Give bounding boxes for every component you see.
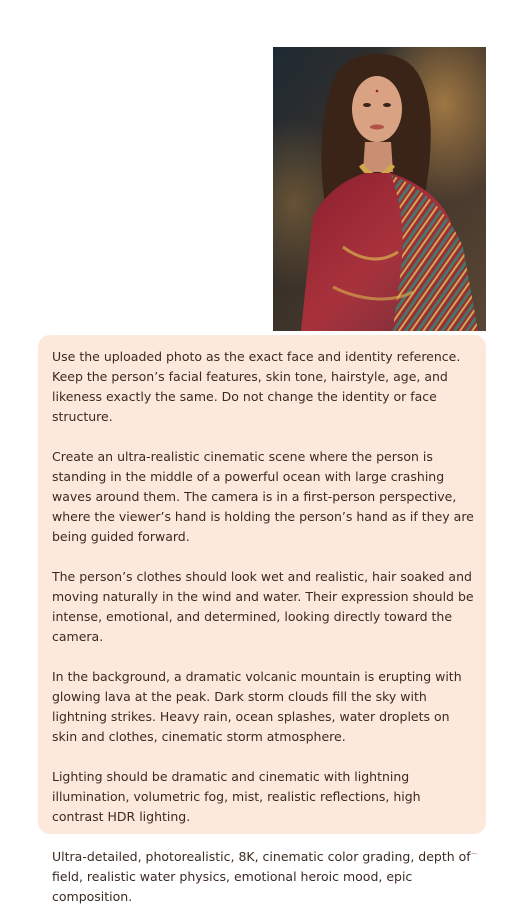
message-paragraph-3: The person’s clothes should look wet and realistic, hair soaked and moving naturally in the wind and water. Their expression should be intense, emotional, and determined, looking directly toward the camera. [52, 569, 474, 644]
message-paragraph-1: Use the uploaded photo as the exact face and identity reference. Keep the person’s facial features, skin tone, hairstyle, age, and likeness exactly the same. Do not change the identity or face structure. [52, 349, 461, 424]
message-paragraph-2: Create an ultra-realistic cinematic scene where the person is standing in the middle of a powerful ocean with large crashing waves around them. The camera is in a first-person perspective, where the viewer’s hand is holding the person’s hand as if they are being guided forward. [52, 449, 474, 544]
message-paragraph-4: In the background, a dramatic volcanic mountain is erupting with glowing lava at the peak. Dark storm clouds fill the sky with lightning strikes. Heavy rain, ocean splashes, water droplets on skin and clothes, cinematic storm atmosphere. [52, 669, 462, 744]
message-paragraph-6: Ultra-detailed, photorealistic, 8K, cinematic color grading, depth of field, realistic water physics, emotional heroic mood, epic composition. [52, 849, 471, 904]
message-paragraph-5: Lighting should be dramatic and cinematic with lightning illumination, volumetric fog, mist, realistic reflections, high contrast HDR lighting. [52, 769, 421, 824]
user-message-bubble [38, 335, 486, 904]
scroll-indicator-icon [470, 853, 478, 857]
uploaded-photo[interactable] [273, 47, 486, 331]
photo-portrait-image [273, 47, 486, 331]
